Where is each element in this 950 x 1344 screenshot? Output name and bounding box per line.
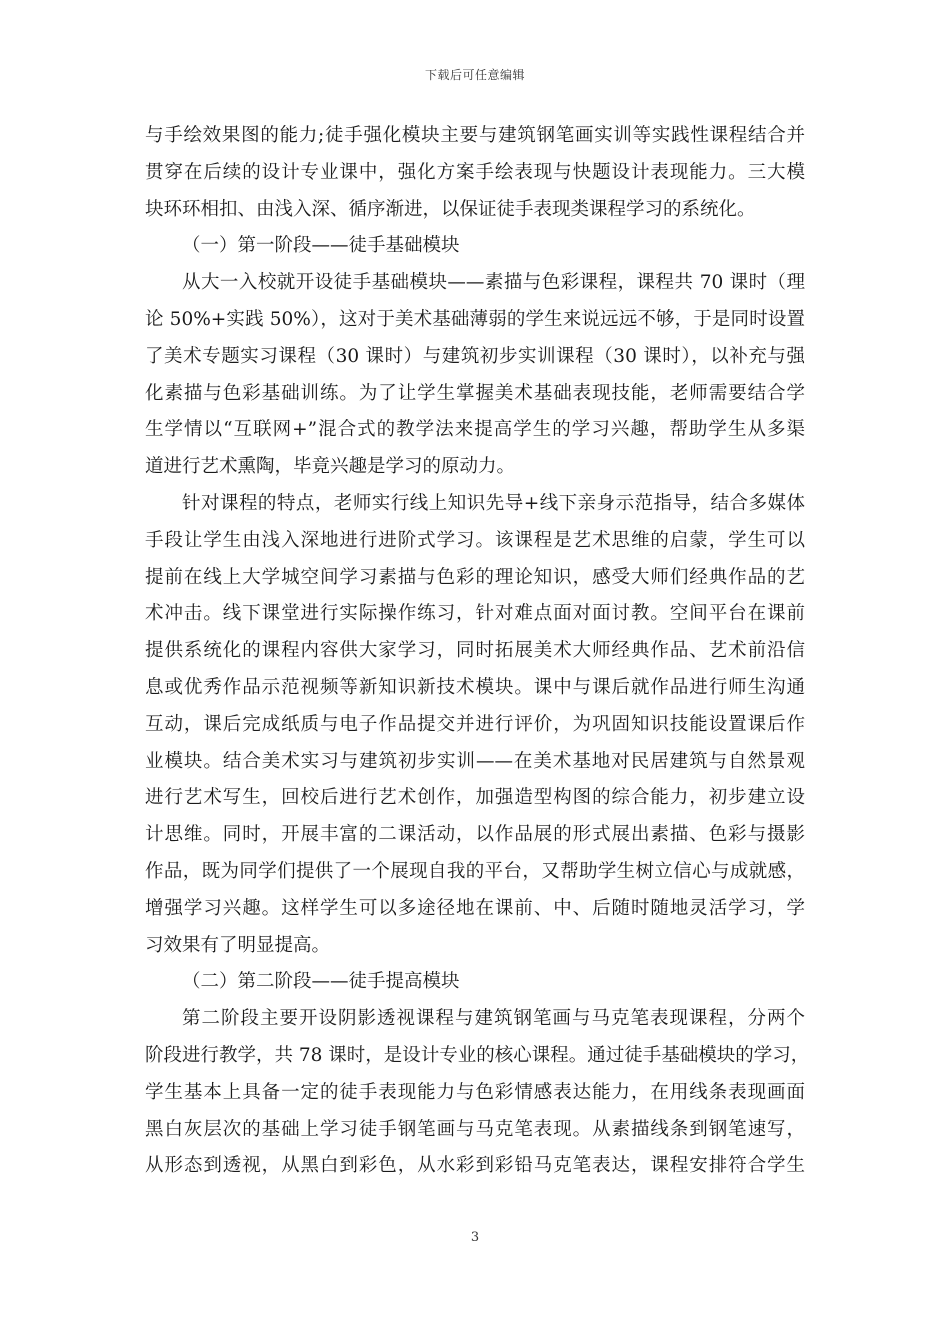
text-line: 提供系统化的课程内容供大家学习，同时拓展美术大师经典作品、艺术前沿信 xyxy=(145,640,805,662)
section-heading-2: （二）第二阶段——徒手提高模块 xyxy=(182,971,460,993)
text-line: 针对课程的特点，老师实行线上知识先导+线下亲身示范指导，结合多媒体 xyxy=(182,492,805,514)
text-line: 进行艺术写生，回校后进行艺术创作，加强造型构图的综合能力，初步建立设 xyxy=(145,787,805,809)
text-line: 生学情以“互联网+”混合式的教学法来提高学生的学习兴趣，帮助学生从多渠 xyxy=(145,419,805,441)
text-line: 学生基本上具备一定的徒手表现能力与色彩情感表达能力，在用线条表现画面 xyxy=(145,1081,805,1103)
text-line: 与手绘效果图的能力;徒手强化模块主要与建筑钢笔画实训等实践性课程结合并 xyxy=(145,125,805,146)
text-line: 手段让学生由浅入深地进行进阶式学习。该课程是艺术思维的启蒙，学生可以 xyxy=(145,529,805,551)
text-line: 提前在线上大学城空间学习素描与色彩的理论知识，感受大师们经典作品的艺 xyxy=(145,566,805,588)
text-line: 黑白灰层次的基础上学习徒手钢笔画与马克笔表现。从素描线条到钢笔速写， xyxy=(145,1118,805,1140)
text-line: 从形态到透视，从黑白到彩色，从水彩到彩铅马克笔表达，课程安排符合学生 xyxy=(145,1155,805,1177)
paragraph xyxy=(145,486,805,964)
section-heading-1: （一）第一阶段——徒手基础模块 xyxy=(182,235,460,257)
paragraph xyxy=(145,265,805,486)
text-line: 阶段进行教学，共 78 课时，是设计专业的核心课程。通过徒手基础模块的学习， xyxy=(145,1044,810,1066)
paragraph xyxy=(145,118,805,228)
text-line: 息或优秀作品示范视频等新知识新技术模块。课中与课后就作品进行师生沟通 xyxy=(145,676,805,698)
text-line: 块环环相扣、由浅入深、循序渐进，以保证徒手表现类课程学习的系统化。 xyxy=(145,198,756,220)
text-line: 贯穿在后续的设计专业课中，强化方案手绘表现与快题设计表现能力。三大模 xyxy=(145,161,805,183)
text-line: 增强学习兴趣。这样学生可以多途径地在课前、中、后随时随地灵活学习，学 xyxy=(145,897,805,919)
text-line: 习效果有了明显提高。 xyxy=(145,934,331,956)
text-line: 计思维。同时，开展丰富的二课活动，以作品展的形式展出素描、色彩与摄影 xyxy=(145,824,805,846)
text-line: 化素描与色彩基础训练。为了让学生掌握美术基础表现技能，老师需要结合学 xyxy=(145,382,805,404)
text-line: 道进行艺术熏陶，毕竟兴趣是学习的原动力。 xyxy=(145,456,516,478)
text-line: 论 50%+实践 50%），这对于美术基础薄弱的学生来说远远不够，于是同时设置 xyxy=(145,308,805,330)
text-line: 第二阶段主要开设阴影透视课程与建筑钢笔画与马克笔表现课程，分两个 xyxy=(182,1008,805,1030)
text-line: 了美术专题实习课程（30 课时）与建筑初步实训课程（30 课时），以补充与强 xyxy=(145,345,805,367)
document-body xyxy=(145,118,810,1185)
page-header: 下载后可任意编辑 xyxy=(424,68,525,82)
text-line: 术冲击。线下课堂进行实际操作练习，针对难点面对面讨教。空间平台在课前 xyxy=(145,603,805,625)
text-line: 互动，课后完成纸质与电子作品提交并进行评价，为巩固知识技能设置课后作 xyxy=(145,713,805,735)
text-line: 业模块。结合美术实习与建筑初步实训——在美术基地对民居建筑与自然景观 xyxy=(145,750,805,772)
text-line: 从大一入校就开设徒手基础模块——素描与色彩课程，课程共 70 课时（理 xyxy=(182,272,805,294)
page-number: 3 xyxy=(470,1230,480,1245)
text-line: 作品，既为同学们提供了一个展现自我的平台，又帮助学生树立信心与成就感， xyxy=(145,860,805,882)
paragraph xyxy=(145,1001,810,1185)
